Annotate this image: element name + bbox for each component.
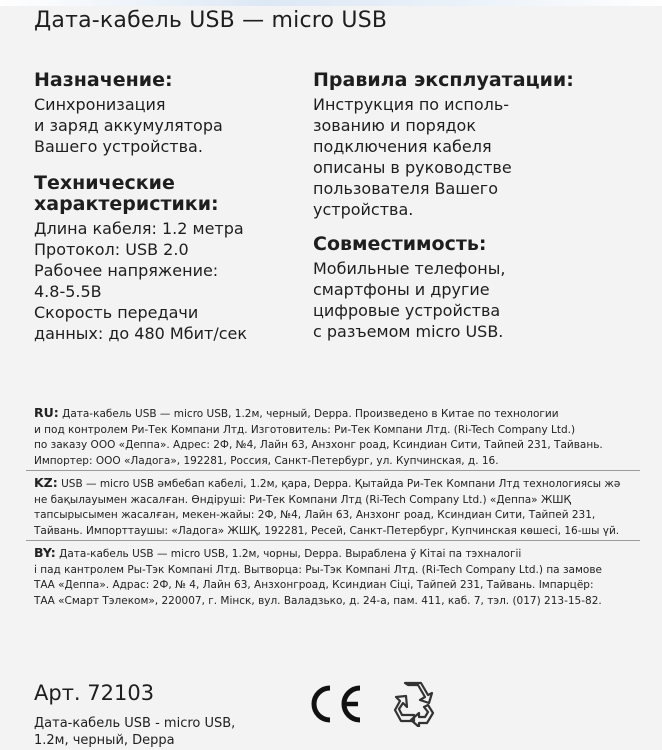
legal-by <box>34 545 646 609</box>
legal-ru-code: RU: <box>34 405 59 420</box>
top-color-strip <box>0 0 662 6</box>
specs-text: Длина кабеля: 1.2 метра Протокол: USB 2.0 Рабочее напряжение: 4.8-5.5В Скорость передачи данных: до 480 Мбит/сек <box>34 219 248 343</box>
article-description: Дата-кабель USB - micro USB, 1.2м, черный, Deppa <box>34 716 236 748</box>
legal-by-code: BY: <box>34 545 56 560</box>
legal-ru <box>34 405 646 469</box>
compatibility-text: Мобильные телефоны, смартфоны и другие цифровые устройства с разъемом micro USB. <box>313 259 506 341</box>
rules-text: Инструкция по исполь- зованию и порядок подключения кабеля описаны в руководстве пользователя Вашего устройства. <box>313 95 512 219</box>
right-column <box>313 70 643 342</box>
article-number: Арт. 72103 <box>34 681 155 705</box>
legal-divider-1 <box>26 470 640 471</box>
legal-kz-code: KZ: <box>34 475 58 490</box>
legal-divider-2 <box>26 540 640 541</box>
rules-heading: Правила эксплуатации: <box>313 69 574 91</box>
ce-mark-icon <box>306 684 364 728</box>
specs-heading: Технические характеристики: <box>34 172 219 215</box>
recycle-icon <box>388 679 438 731</box>
page-title: Дата-кабель USB — micro USB <box>34 8 388 33</box>
legal-kz <box>34 475 646 539</box>
legal-by-text: Дата-кабель USB — micro USB, 1.2м, чорны, Deppa. Выраблена ў Кітаі па тэхналогіі і пад кантролем Ры-Тэк Компані Лтд. Вытворца: Ры-Тэк Компані Лтд. (Ri-Tech Company Ltd.) па замове ТАА «Деппа». Адрас: 2Ф, № 4, Лайн 63, Анзхонгроад, Ксиндиан Сіці, Тайпей 231, Тайвань. Імпарцёр: ТАА «Смарт Тэлеком», 220007, г. Мінск, вул. Валадзько, д. 24-а, пам. 411, каб. 7, тэл. (017) 213-15-82. <box>34 548 602 607</box>
compatibility-heading: Совместимость: <box>313 233 487 255</box>
purpose-heading: Назначение: <box>34 69 173 91</box>
legal-ru-text: Дата-кабель USB — micro USB, 1.2м, черный, Deppa. Произведено в Китае по технологии и под контролем Ри-Тек Компани Лтд. Изготовитель: Ри-Тек Компани Лтд. (Ri-Tech Company Ltd.) по заказу ООО «Деппа». Адрес: 2Ф, №4, Лайн 63, Анзхонг роад, Ксиндиан Сити, Тайпей 231, Тайвань. Импортер: ООО «Ладога», 192281, Россия, Санкт-Петербург, ул. Купчинская, д. 16. <box>34 408 603 467</box>
legal-kz-text: USB — micro USB әмбебап кабелі, 1.2м, қара, Deppa. Қытайда Ри-Тек Компани Лтд технологиясы жә не бақылауымен жасалған. Өндіруші: Ри-Тек Компани Лтд (Ri-Tech Company Ltd.) «Деппа» ЖШҚ тапсырысымен жасалған, мекен-жайы: 2Ф, №4, Лайн 63, Анзхонг роад, Ксиндиан Сити, Тайпей 231, Тайвань. Импорттаушы: «Ладога» ЖШҚ, 192281, Ресей, Санкт-Петербург, Купчинская көшесі, 16-шы үй. <box>34 478 621 537</box>
purpose-text: Синхронизация и заряд аккумулятора Вашего устройства. <box>34 95 223 156</box>
left-column <box>34 70 304 344</box>
